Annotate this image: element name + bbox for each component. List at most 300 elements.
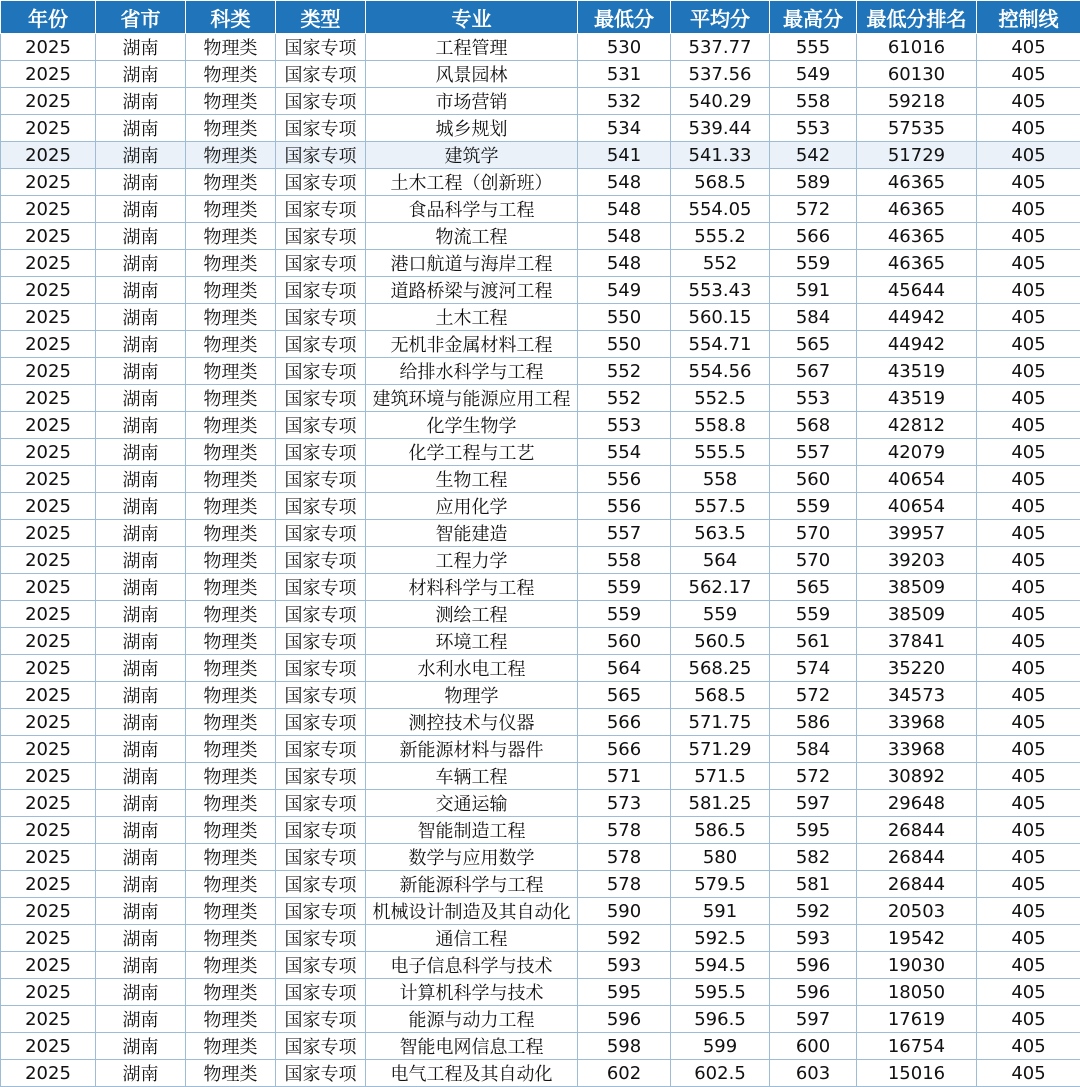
cell-subject: 物理类	[186, 628, 276, 655]
table-row	[1, 277, 1080, 304]
cell-subject: 物理类	[186, 169, 276, 196]
cell-year: 2025	[1, 628, 96, 655]
cell-subject: 物理类	[186, 952, 276, 979]
cell-control-line: 405	[977, 520, 1080, 547]
cell-max-score: 561	[770, 628, 857, 655]
cell-control-line: 405	[977, 61, 1080, 88]
cell-type: 国家专项	[276, 196, 366, 223]
cell-avg-score: 555.2	[671, 223, 770, 250]
cell-type: 国家专项	[276, 250, 366, 277]
table-row	[1, 628, 1080, 655]
cell-max-score: 581	[770, 871, 857, 898]
cell-province: 湖南	[96, 358, 186, 385]
cell-major: 环境工程	[366, 628, 578, 655]
cell-avg-score: 595.5	[671, 979, 770, 1006]
cell-province: 湖南	[96, 304, 186, 331]
cell-year: 2025	[1, 304, 96, 331]
cell-min-score: 590	[578, 898, 671, 925]
cell-min-rank: 26844	[857, 871, 977, 898]
cell-avg-score: 552	[671, 250, 770, 277]
cell-major: 风景园林	[366, 61, 578, 88]
table-row	[1, 574, 1080, 601]
cell-province: 湖南	[96, 169, 186, 196]
cell-province: 湖南	[96, 736, 186, 763]
cell-control-line: 405	[977, 682, 1080, 709]
cell-year: 2025	[1, 34, 96, 61]
cell-year: 2025	[1, 439, 96, 466]
cell-min-rank: 43519	[857, 385, 977, 412]
cell-major: 给排水科学与工程	[366, 358, 578, 385]
cell-subject: 物理类	[186, 1006, 276, 1033]
cell-min-rank: 59218	[857, 88, 977, 115]
table-row	[1, 115, 1080, 142]
cell-type: 国家专项	[276, 817, 366, 844]
cell-min-score: 573	[578, 790, 671, 817]
cell-min-score: 559	[578, 574, 671, 601]
cell-min-rank: 26844	[857, 817, 977, 844]
table-row	[1, 520, 1080, 547]
cell-avg-score: 586.5	[671, 817, 770, 844]
cell-min-rank: 46365	[857, 169, 977, 196]
cell-avg-score: 558	[671, 466, 770, 493]
cell-major: 水利水电工程	[366, 655, 578, 682]
cell-type: 国家专项	[276, 898, 366, 925]
cell-avg-score: 559	[671, 601, 770, 628]
cell-min-rank: 46365	[857, 223, 977, 250]
table-row	[1, 655, 1080, 682]
cell-avg-score: 581.25	[671, 790, 770, 817]
cell-max-score: 570	[770, 547, 857, 574]
cell-type: 国家专项	[276, 601, 366, 628]
cell-type: 国家专项	[276, 925, 366, 952]
cell-max-score: 572	[770, 682, 857, 709]
cell-province: 湖南	[96, 142, 186, 169]
cell-subject: 物理类	[186, 898, 276, 925]
table-row	[1, 304, 1080, 331]
cell-control-line: 405	[977, 358, 1080, 385]
cell-subject: 物理类	[186, 655, 276, 682]
table-row	[1, 682, 1080, 709]
cell-type: 国家专项	[276, 1060, 366, 1087]
cell-year: 2025	[1, 709, 96, 736]
column-header-max-score: 最高分	[770, 1, 857, 34]
cell-min-rank: 57535	[857, 115, 977, 142]
cell-subject: 物理类	[186, 547, 276, 574]
cell-min-score: 550	[578, 304, 671, 331]
cell-min-score: 592	[578, 925, 671, 952]
cell-min-rank: 39203	[857, 547, 977, 574]
cell-year: 2025	[1, 61, 96, 88]
cell-year: 2025	[1, 898, 96, 925]
cell-major: 工程力学	[366, 547, 578, 574]
cell-control-line: 405	[977, 736, 1080, 763]
column-header-year: 年份	[1, 1, 96, 34]
cell-avg-score: 558.8	[671, 412, 770, 439]
cell-control-line: 405	[977, 439, 1080, 466]
cell-subject: 物理类	[186, 34, 276, 61]
cell-type: 国家专项	[276, 790, 366, 817]
cell-subject: 物理类	[186, 790, 276, 817]
cell-avg-score: 540.29	[671, 88, 770, 115]
cell-avg-score: 554.71	[671, 331, 770, 358]
cell-major: 土木工程（创新班）	[366, 169, 578, 196]
cell-min-rank: 40654	[857, 466, 977, 493]
cell-avg-score: 571.5	[671, 763, 770, 790]
column-header-control-line: 控制线	[977, 1, 1080, 34]
cell-max-score: 559	[770, 601, 857, 628]
cell-year: 2025	[1, 1033, 96, 1060]
cell-year: 2025	[1, 682, 96, 709]
table-row	[1, 763, 1080, 790]
cell-control-line: 405	[977, 223, 1080, 250]
cell-major: 建筑学	[366, 142, 578, 169]
cell-type: 国家专项	[276, 871, 366, 898]
cell-avg-score: 537.77	[671, 34, 770, 61]
cell-province: 湖南	[96, 1033, 186, 1060]
cell-min-rank: 38509	[857, 574, 977, 601]
cell-type: 国家专项	[276, 844, 366, 871]
cell-control-line: 405	[977, 1006, 1080, 1033]
cell-type: 国家专项	[276, 682, 366, 709]
cell-control-line: 405	[977, 196, 1080, 223]
cell-min-score: 532	[578, 88, 671, 115]
cell-max-score: 559	[770, 493, 857, 520]
cell-control-line: 405	[977, 1060, 1080, 1087]
cell-min-score: 578	[578, 817, 671, 844]
cell-avg-score: 579.5	[671, 871, 770, 898]
table-row	[1, 412, 1080, 439]
cell-subject: 物理类	[186, 682, 276, 709]
table-row	[1, 493, 1080, 520]
cell-avg-score: 552.5	[671, 385, 770, 412]
cell-avg-score: 557.5	[671, 493, 770, 520]
cell-year: 2025	[1, 115, 96, 142]
cell-year: 2025	[1, 925, 96, 952]
cell-avg-score: 539.44	[671, 115, 770, 142]
cell-type: 国家专项	[276, 277, 366, 304]
cell-min-rank: 35220	[857, 655, 977, 682]
table-row	[1, 601, 1080, 628]
cell-subject: 物理类	[186, 331, 276, 358]
cell-min-score: 595	[578, 979, 671, 1006]
cell-type: 国家专项	[276, 547, 366, 574]
cell-max-score: 553	[770, 385, 857, 412]
cell-province: 湖南	[96, 682, 186, 709]
cell-type: 国家专项	[276, 115, 366, 142]
cell-province: 湖南	[96, 817, 186, 844]
table-row	[1, 88, 1080, 115]
cell-major: 测控技术与仪器	[366, 709, 578, 736]
cell-subject: 物理类	[186, 61, 276, 88]
cell-max-score: 591	[770, 277, 857, 304]
cell-avg-score: 555.5	[671, 439, 770, 466]
cell-min-score: 548	[578, 196, 671, 223]
table-row	[1, 898, 1080, 925]
cell-max-score: 586	[770, 709, 857, 736]
cell-type: 国家专项	[276, 304, 366, 331]
cell-major: 智能制造工程	[366, 817, 578, 844]
cell-major: 电气工程及其自动化	[366, 1060, 578, 1087]
cell-max-score: 568	[770, 412, 857, 439]
cell-province: 湖南	[96, 250, 186, 277]
cell-max-score: 542	[770, 142, 857, 169]
cell-province: 湖南	[96, 61, 186, 88]
cell-major: 机械设计制造及其自动化	[366, 898, 578, 925]
cell-type: 国家专项	[276, 142, 366, 169]
cell-avg-score: 571.29	[671, 736, 770, 763]
cell-year: 2025	[1, 871, 96, 898]
cell-province: 湖南	[96, 574, 186, 601]
cell-province: 湖南	[96, 88, 186, 115]
cell-major: 电子信息科学与技术	[366, 952, 578, 979]
cell-major: 物理学	[366, 682, 578, 709]
cell-year: 2025	[1, 142, 96, 169]
table-row	[1, 1033, 1080, 1060]
cell-subject: 物理类	[186, 574, 276, 601]
cell-min-score: 548	[578, 250, 671, 277]
cell-max-score: 565	[770, 574, 857, 601]
cell-control-line: 405	[977, 88, 1080, 115]
cell-min-rank: 43519	[857, 358, 977, 385]
cell-year: 2025	[1, 1006, 96, 1033]
column-header-subject: 科类	[186, 1, 276, 34]
cell-major: 市场营销	[366, 88, 578, 115]
cell-min-score: 566	[578, 736, 671, 763]
cell-control-line: 405	[977, 34, 1080, 61]
cell-avg-score: 568.5	[671, 169, 770, 196]
cell-control-line: 405	[977, 817, 1080, 844]
cell-min-rank: 44942	[857, 331, 977, 358]
cell-max-score: 595	[770, 817, 857, 844]
header-row	[1, 1, 1080, 34]
cell-control-line: 405	[977, 871, 1080, 898]
table-row	[1, 1006, 1080, 1033]
cell-subject: 物理类	[186, 142, 276, 169]
cell-min-rank: 46365	[857, 250, 977, 277]
cell-avg-score: 554.05	[671, 196, 770, 223]
cell-min-rank: 19030	[857, 952, 977, 979]
cell-control-line: 405	[977, 115, 1080, 142]
cell-min-score: 578	[578, 844, 671, 871]
cell-min-score: 552	[578, 358, 671, 385]
cell-major: 计算机科学与技术	[366, 979, 578, 1006]
cell-subject: 物理类	[186, 871, 276, 898]
table-row	[1, 844, 1080, 871]
cell-province: 湖南	[96, 601, 186, 628]
cell-type: 国家专项	[276, 1006, 366, 1033]
cell-max-score: 560	[770, 466, 857, 493]
cell-province: 湖南	[96, 871, 186, 898]
cell-subject: 物理类	[186, 358, 276, 385]
table-row	[1, 250, 1080, 277]
cell-control-line: 405	[977, 277, 1080, 304]
cell-year: 2025	[1, 412, 96, 439]
cell-max-score: 574	[770, 655, 857, 682]
table-row	[1, 817, 1080, 844]
cell-min-score: 556	[578, 493, 671, 520]
cell-type: 国家专项	[276, 439, 366, 466]
cell-min-score: 593	[578, 952, 671, 979]
cell-max-score: 597	[770, 790, 857, 817]
cell-subject: 物理类	[186, 493, 276, 520]
table-body	[1, 34, 1080, 1087]
cell-subject: 物理类	[186, 412, 276, 439]
cell-min-rank: 34573	[857, 682, 977, 709]
cell-min-score: 548	[578, 169, 671, 196]
cell-min-rank: 45644	[857, 277, 977, 304]
cell-control-line: 405	[977, 331, 1080, 358]
cell-year: 2025	[1, 250, 96, 277]
cell-major: 土木工程	[366, 304, 578, 331]
cell-avg-score: 537.56	[671, 61, 770, 88]
cell-min-score: 541	[578, 142, 671, 169]
cell-province: 湖南	[96, 547, 186, 574]
cell-min-score: 534	[578, 115, 671, 142]
cell-avg-score: 553.43	[671, 277, 770, 304]
cell-control-line: 405	[977, 547, 1080, 574]
cell-province: 湖南	[96, 385, 186, 412]
cell-province: 湖南	[96, 520, 186, 547]
cell-avg-score: 596.5	[671, 1006, 770, 1033]
cell-subject: 物理类	[186, 223, 276, 250]
cell-type: 国家专项	[276, 223, 366, 250]
cell-min-score: 557	[578, 520, 671, 547]
cell-max-score: 566	[770, 223, 857, 250]
cell-subject: 物理类	[186, 925, 276, 952]
cell-major: 食品科学与工程	[366, 196, 578, 223]
table-row	[1, 709, 1080, 736]
cell-control-line: 405	[977, 1033, 1080, 1060]
cell-type: 国家专项	[276, 61, 366, 88]
cell-max-score: 557	[770, 439, 857, 466]
cell-max-score: 592	[770, 898, 857, 925]
cell-subject: 物理类	[186, 304, 276, 331]
cell-control-line: 405	[977, 925, 1080, 952]
cell-control-line: 405	[977, 412, 1080, 439]
cell-min-score: 550	[578, 331, 671, 358]
cell-subject: 物理类	[186, 709, 276, 736]
table-row	[1, 439, 1080, 466]
cell-min-rank: 42079	[857, 439, 977, 466]
cell-type: 国家专项	[276, 385, 366, 412]
cell-avg-score: 564	[671, 547, 770, 574]
cell-min-rank: 44942	[857, 304, 977, 331]
table-row	[1, 223, 1080, 250]
cell-avg-score: 541.33	[671, 142, 770, 169]
cell-control-line: 405	[977, 493, 1080, 520]
cell-major: 无机非金属材料工程	[366, 331, 578, 358]
cell-subject: 物理类	[186, 385, 276, 412]
cell-major: 港口航道与海岸工程	[366, 250, 578, 277]
cell-major: 道路桥梁与渡河工程	[366, 277, 578, 304]
cell-control-line: 405	[977, 466, 1080, 493]
table-row	[1, 196, 1080, 223]
cell-avg-score: 602.5	[671, 1060, 770, 1087]
cell-min-rank: 20503	[857, 898, 977, 925]
cell-min-score: 552	[578, 385, 671, 412]
cell-min-score: 566	[578, 709, 671, 736]
cell-min-rank: 33968	[857, 736, 977, 763]
cell-subject: 物理类	[186, 520, 276, 547]
cell-province: 湖南	[96, 466, 186, 493]
cell-subject: 物理类	[186, 277, 276, 304]
cell-min-rank: 39957	[857, 520, 977, 547]
cell-max-score: 555	[770, 34, 857, 61]
cell-year: 2025	[1, 817, 96, 844]
column-header-min-rank: 最低分排名	[857, 1, 977, 34]
cell-avg-score: 599	[671, 1033, 770, 1060]
cell-year: 2025	[1, 520, 96, 547]
cell-province: 湖南	[96, 898, 186, 925]
cell-min-score: 598	[578, 1033, 671, 1060]
cell-major: 智能电网信息工程	[366, 1033, 578, 1060]
cell-max-score: 567	[770, 358, 857, 385]
cell-type: 国家专项	[276, 169, 366, 196]
cell-min-score: 553	[578, 412, 671, 439]
cell-control-line: 405	[977, 763, 1080, 790]
cell-max-score: 565	[770, 331, 857, 358]
cell-control-line: 405	[977, 628, 1080, 655]
cell-subject: 物理类	[186, 601, 276, 628]
cell-type: 国家专项	[276, 520, 366, 547]
cell-province: 湖南	[96, 763, 186, 790]
cell-max-score: 559	[770, 250, 857, 277]
cell-province: 湖南	[96, 34, 186, 61]
cell-avg-score: 560.15	[671, 304, 770, 331]
cell-max-score: 589	[770, 169, 857, 196]
cell-year: 2025	[1, 358, 96, 385]
cell-major: 新能源科学与工程	[366, 871, 578, 898]
cell-major: 智能建造	[366, 520, 578, 547]
cell-year: 2025	[1, 169, 96, 196]
cell-major: 通信工程	[366, 925, 578, 952]
cell-min-rank: 40654	[857, 493, 977, 520]
cell-province: 湖南	[96, 115, 186, 142]
cell-min-score: 602	[578, 1060, 671, 1087]
cell-type: 国家专项	[276, 655, 366, 682]
cell-province: 湖南	[96, 979, 186, 1006]
cell-max-score: 600	[770, 1033, 857, 1060]
cell-year: 2025	[1, 277, 96, 304]
cell-major: 生物工程	[366, 466, 578, 493]
cell-min-rank: 17619	[857, 1006, 977, 1033]
cell-max-score: 593	[770, 925, 857, 952]
table-row	[1, 871, 1080, 898]
cell-subject: 物理类	[186, 88, 276, 115]
cell-min-score: 549	[578, 277, 671, 304]
cell-province: 湖南	[96, 709, 186, 736]
cell-type: 国家专项	[276, 709, 366, 736]
cell-type: 国家专项	[276, 736, 366, 763]
cell-year: 2025	[1, 223, 96, 250]
cell-min-rank: 26844	[857, 844, 977, 871]
cell-province: 湖南	[96, 655, 186, 682]
cell-min-score: 560	[578, 628, 671, 655]
cell-year: 2025	[1, 952, 96, 979]
cell-major: 测绘工程	[366, 601, 578, 628]
cell-year: 2025	[1, 493, 96, 520]
cell-year: 2025	[1, 196, 96, 223]
cell-avg-score: 592.5	[671, 925, 770, 952]
cell-major: 化学生物学	[366, 412, 578, 439]
cell-control-line: 405	[977, 601, 1080, 628]
cell-type: 国家专项	[276, 412, 366, 439]
table-row	[1, 1060, 1080, 1087]
table-header	[1, 1, 1080, 34]
cell-type: 国家专项	[276, 763, 366, 790]
table-row	[1, 790, 1080, 817]
cell-major: 新能源材料与器件	[366, 736, 578, 763]
